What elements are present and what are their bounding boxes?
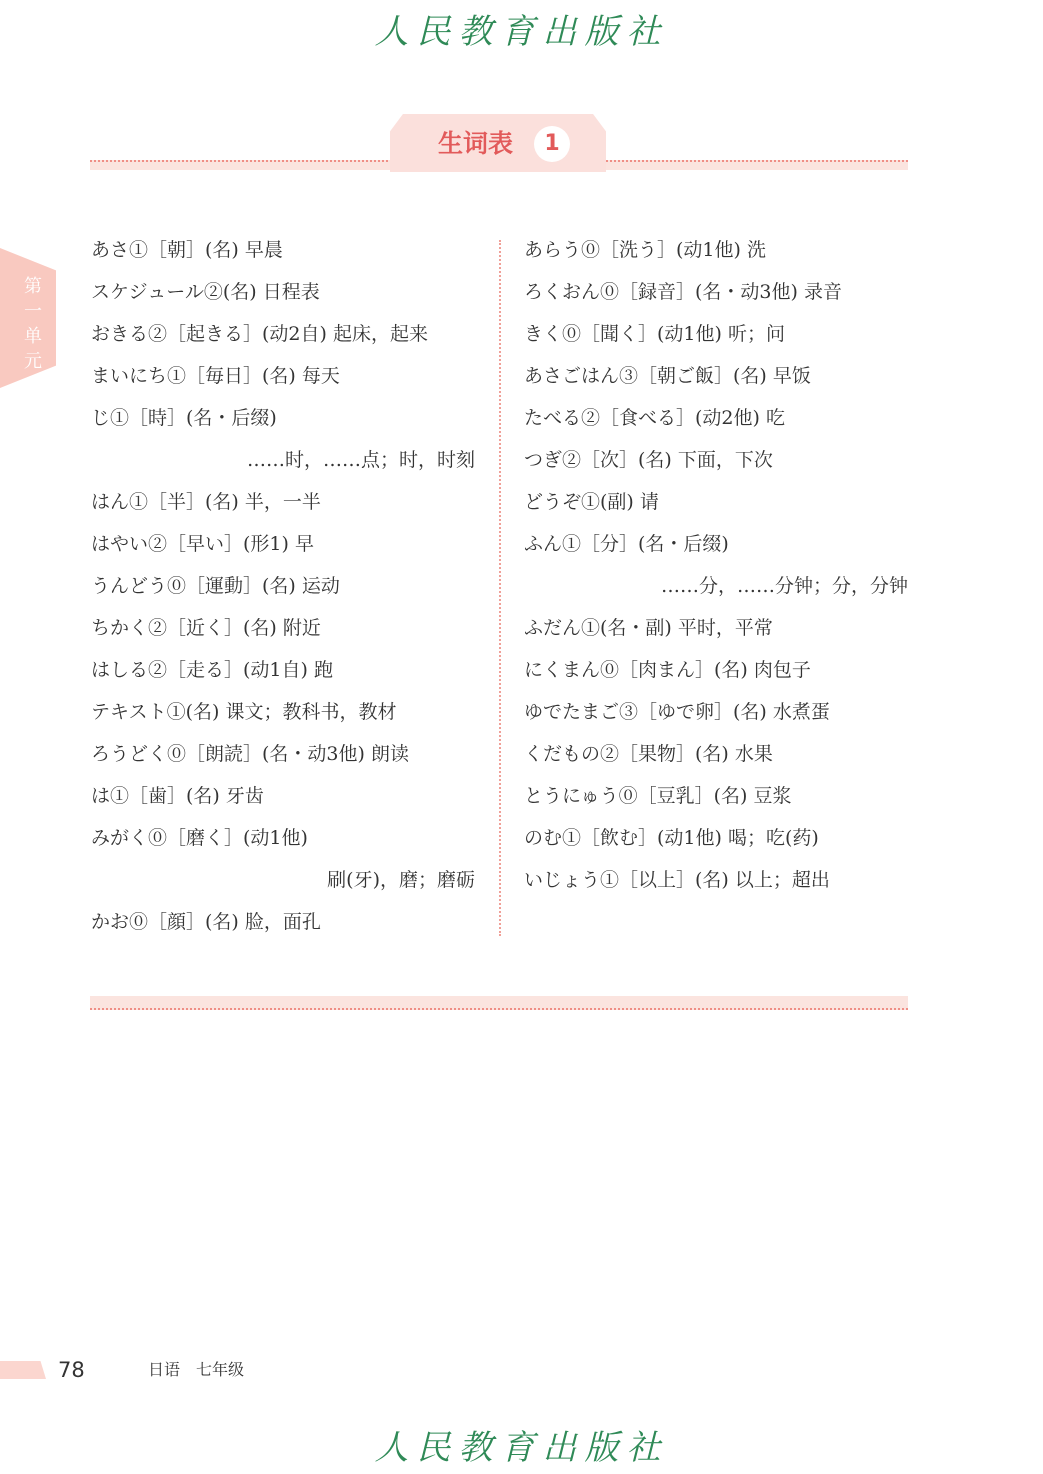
vocab-entry: にくまん⓪［肉まん］(名) 肉包子 (524, 659, 811, 681)
column-divider (499, 240, 501, 936)
publisher-logo-top: 人民教育出版社 (374, 12, 669, 52)
title-number-badge: 1 (534, 126, 570, 162)
unit-tab-char: 一 (24, 301, 42, 322)
vocab-entry: おきる②［起きる］(动2自) 起床，起来 (91, 323, 428, 345)
vocab-list-left (91, 229, 475, 943)
vocab-entry: あらう⓪［洗う］(动1他) 洗 (524, 239, 766, 261)
vocab-entry: たべる②［食べる］(动2他) 吃 (524, 407, 785, 429)
unit-tab-char: 元 (24, 351, 42, 372)
vocab-entry: ちかく②［近く］(名) 附近 (91, 617, 321, 639)
unit-tab-label (22, 274, 44, 374)
vocab-entry: ゆでたまご③［ゆで卵］(名) 水煮蛋 (524, 701, 830, 723)
vocab-entry: まいにち①［毎日］(名) 每天 (91, 365, 340, 387)
vocab-entry: どうぞ①(副) 请 (524, 491, 659, 513)
vocab-entry: みがく⓪［磨く］(动1他) (91, 827, 308, 849)
vocab-entry: うんどう⓪［運動］(名) 运动 (91, 575, 340, 597)
vocab-entry: はん①［半］(名) 半，一半 (91, 491, 321, 513)
vocab-entry: あさ①［朝］(名) 早晨 (91, 239, 283, 261)
vocab-list-right (524, 229, 908, 901)
vocab-entry: あさごはん③［朝ご飯］(名) 早饭 (524, 365, 811, 387)
unit-tab-char: 单 (24, 326, 42, 347)
vocab-entry: のむ①［飲む］(动1他) 喝；吃(药) (524, 827, 819, 849)
vocab-entry: ふん①［分］(名・后缀) (524, 533, 729, 555)
publisher-logo-bottom: 人民教育出版社 (374, 1428, 669, 1468)
book-title: 日语 七年级 (148, 1360, 245, 1379)
page-number-bar (0, 1361, 46, 1379)
vocab-entry: かお⓪［顔］(名) 脸，面孔 (91, 911, 321, 933)
unit-tab-char: 第 (24, 276, 42, 297)
vocab-entry: スケジュール②(名) 日程表 (91, 281, 320, 303)
page-number: 78 (58, 1358, 85, 1382)
vocab-entry: はやい②［早い］(形1) 早 (91, 533, 314, 555)
vocab-entry: きく⓪［聞く］(动1他) 听；问 (524, 323, 785, 345)
vocab-entry-continuation: ……分，……分钟；分，分钟 (660, 575, 908, 597)
vocab-entry: とうにゅう⓪［豆乳］(名) 豆浆 (524, 785, 792, 807)
vocab-entry: つぎ②［次］(名) 下面，下次 (524, 449, 773, 471)
vocab-entry: ふだん①(名・副) 平时，平常 (524, 617, 773, 639)
vocab-entry: いじょう①［以上］(名) 以上；超出 (524, 869, 830, 891)
vocab-entry: ろうどく⓪［朗読］(名・动3他) 朗读 (91, 743, 409, 765)
vocab-entry: じ①［時］(名・后缀) (91, 407, 277, 429)
vocab-entry-continuation: ……时，……点；时，时刻 (246, 449, 475, 471)
vocab-entry: テキスト①(名) 课文；教科书，教材 (91, 701, 397, 723)
vocab-entry: はしる②［走る］(动1自) 跑 (91, 659, 333, 681)
vocab-entry: くだもの②［果物］(名) 水果 (524, 743, 773, 765)
vocab-entry: ろくおん⓪［録音］(名・动3他) 录音 (524, 281, 842, 303)
vocab-entry: は①［歯］(名) 牙齿 (91, 785, 264, 807)
page-title: 生词表 (438, 129, 514, 158)
footer-band (90, 996, 908, 1010)
vocab-entry-continuation: 刷(牙)，磨；磨砺 (327, 869, 475, 891)
